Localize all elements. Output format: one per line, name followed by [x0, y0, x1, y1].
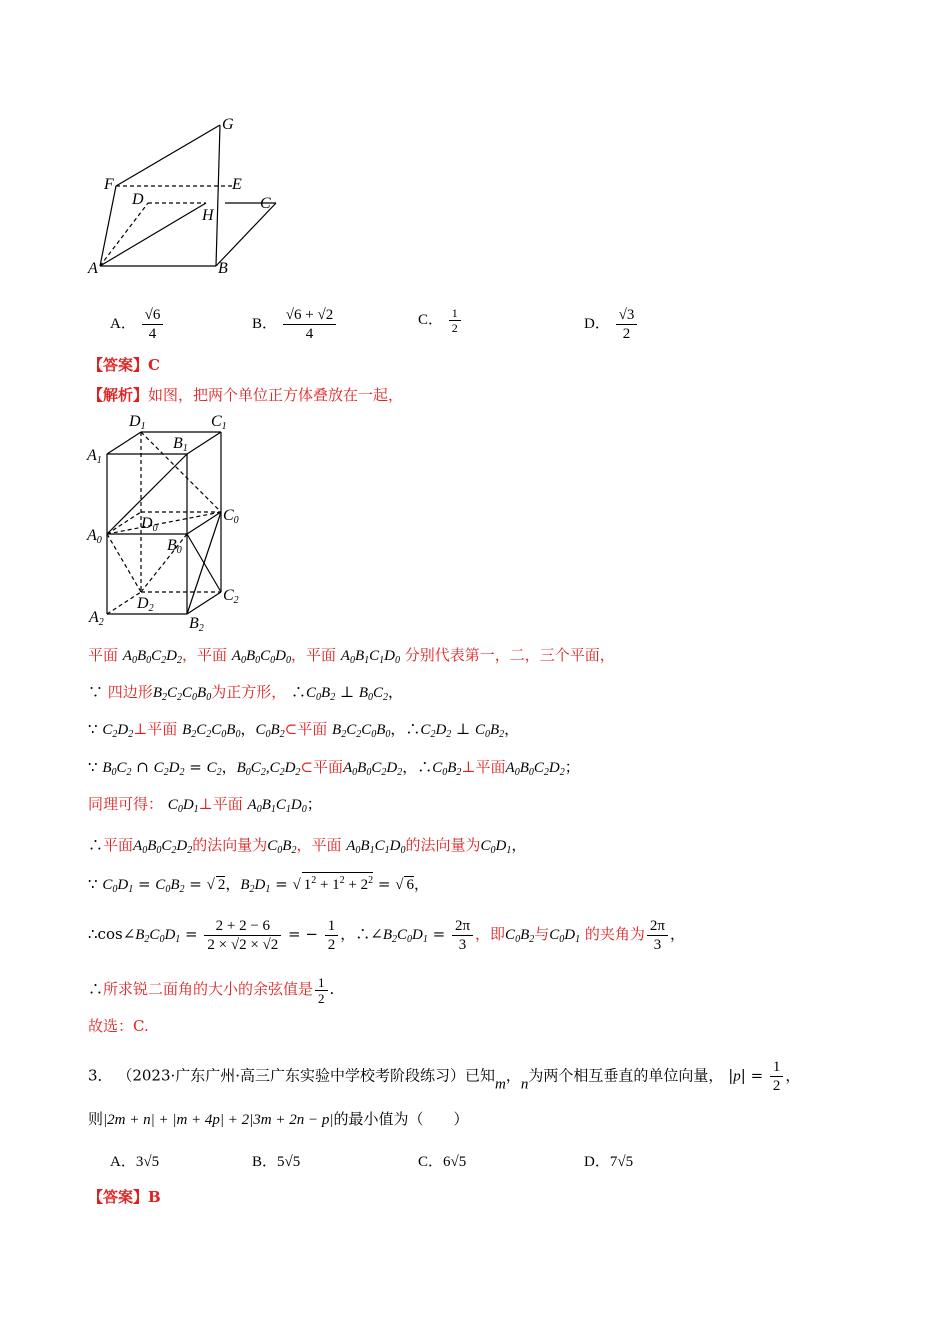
label-A1: A1	[87, 447, 102, 466]
label-G: G	[222, 116, 234, 133]
label-C2: C2	[223, 587, 239, 606]
label-E: E	[232, 176, 242, 193]
label-D0: D0	[141, 515, 158, 534]
step-6: ∴平面$A_0B_0C_2D_2$的法向量为$C_0B_2$，平面 $A_0B_1C_1D_0$的法向量为$C_0D_1$，	[88, 836, 527, 856]
q2-option-b[interactable]: B． $\frac{√6 + √2}{4}$	[252, 306, 338, 343]
step-1: 平面 $A_0B_0C_2D_2$，平面 $A_0B_0C_0D_0$，平面 $A_0B_1C_1D_0$ 分别代表第一，二，三个平面，	[88, 646, 615, 666]
label-F: F	[104, 176, 114, 193]
figure-cubes	[85, 408, 255, 633]
label-A0: A0	[87, 527, 102, 546]
q3-option-d[interactable]: D．7√5	[584, 1154, 634, 1170]
step-10: 故选：C.	[88, 1017, 149, 1035]
q3-answer: 【答案】B	[88, 1188, 161, 1206]
label-B2: B2	[189, 615, 204, 633]
q2-option-a[interactable]: A． $\frac{√6}{4}$	[110, 306, 165, 343]
q3-stem-line1: 3． （2023·广东广州·高三广东实验中学校考阶段练习）已知m，n为两个相互垂直的单位向量， |p| = $\frac{1}{2}$ ，	[88, 1059, 801, 1094]
label-D1: D1	[129, 413, 146, 432]
label-A2: A2	[89, 609, 104, 628]
q2-analysis-intro: 【解析】如图，把两个单位正方体叠放在一起，	[88, 386, 404, 404]
step-7: ∵ $C_0D_1 = C_0B_2$ = √ 2，$B_2D_1$ = √ $1^2 + 1^2 + 2^2$ = √ 6，	[88, 872, 429, 901]
q2-option-d[interactable]: D． $\frac{√3}{2}$	[584, 306, 639, 343]
label-C1: C1	[211, 413, 227, 432]
label-D: D	[132, 191, 144, 208]
figure-planes	[80, 108, 290, 283]
label-B: B	[218, 260, 228, 277]
step-9: ∴所求锐二面角的大小的余弦值是 $\frac{1}{2}$ .	[88, 974, 335, 1006]
label-B1: B1	[173, 435, 188, 454]
q3-option-b[interactable]: B．5√5	[252, 1154, 301, 1170]
q2-answer: 【答案】C	[88, 356, 160, 374]
label-A: A	[88, 260, 98, 277]
label-D2: D2	[137, 595, 154, 614]
label-C: C	[260, 195, 271, 212]
step-5: 同理可得： $C_0D_1\perp$平面 $A_0B_1C_1D_0$；	[88, 795, 322, 815]
q3-option-c[interactable]: C．6√5	[418, 1154, 467, 1170]
q2-option-c[interactable]: C． $\frac{1}{2}$	[418, 306, 463, 335]
step-3: ∵ $C_2D_2\perp$平面 $B_2C_2C_0B_0$，$C_0B_2\subset$平面 $B_2C_2C_0B_0$，$\therefore C_2D_2$ ⊥ $C_0B_2$，	[88, 720, 520, 740]
label-B0: B0	[167, 537, 182, 556]
step-2: ∵ 四边形$B_2C_2C_0B_0$为正方形， $\therefore C_0B_2$ ⊥ $B_0C_2$，	[88, 683, 404, 703]
step-4: ∵ $B_0C_2$ ∩ $C_2D_2 = C_2$，$B_0C_2,C_2D_2\subset$平面$A_0B_0C_2D_2$，$\therefore C_0B_2\perp$平面$A_0B_0C_2D_2$；	[88, 758, 580, 778]
step-8: $\therefore\cos\angle B_2C_0D_1$ = $\frac{2 + 2 - 6}{2 \times √2 \times √2}$ = − $\frac{1}{2}$ ，$\therefore\angle B_2C_0D_1$ = $\frac{2\pi}{3}$ ，即$C_0B_2$与$C_0D_1$ 的夹角为 $\frac{2\pi}{3}$ ，	[88, 917, 685, 953]
q3-stem-line2: 则|2m + n| + |m + 4p| + 2|3m + 2n − p|的最小值为（ ）	[88, 1110, 469, 1128]
q3-option-a[interactable]: A．3√5	[110, 1154, 160, 1170]
label-C0: C0	[223, 507, 239, 526]
label-H: H	[202, 207, 214, 224]
